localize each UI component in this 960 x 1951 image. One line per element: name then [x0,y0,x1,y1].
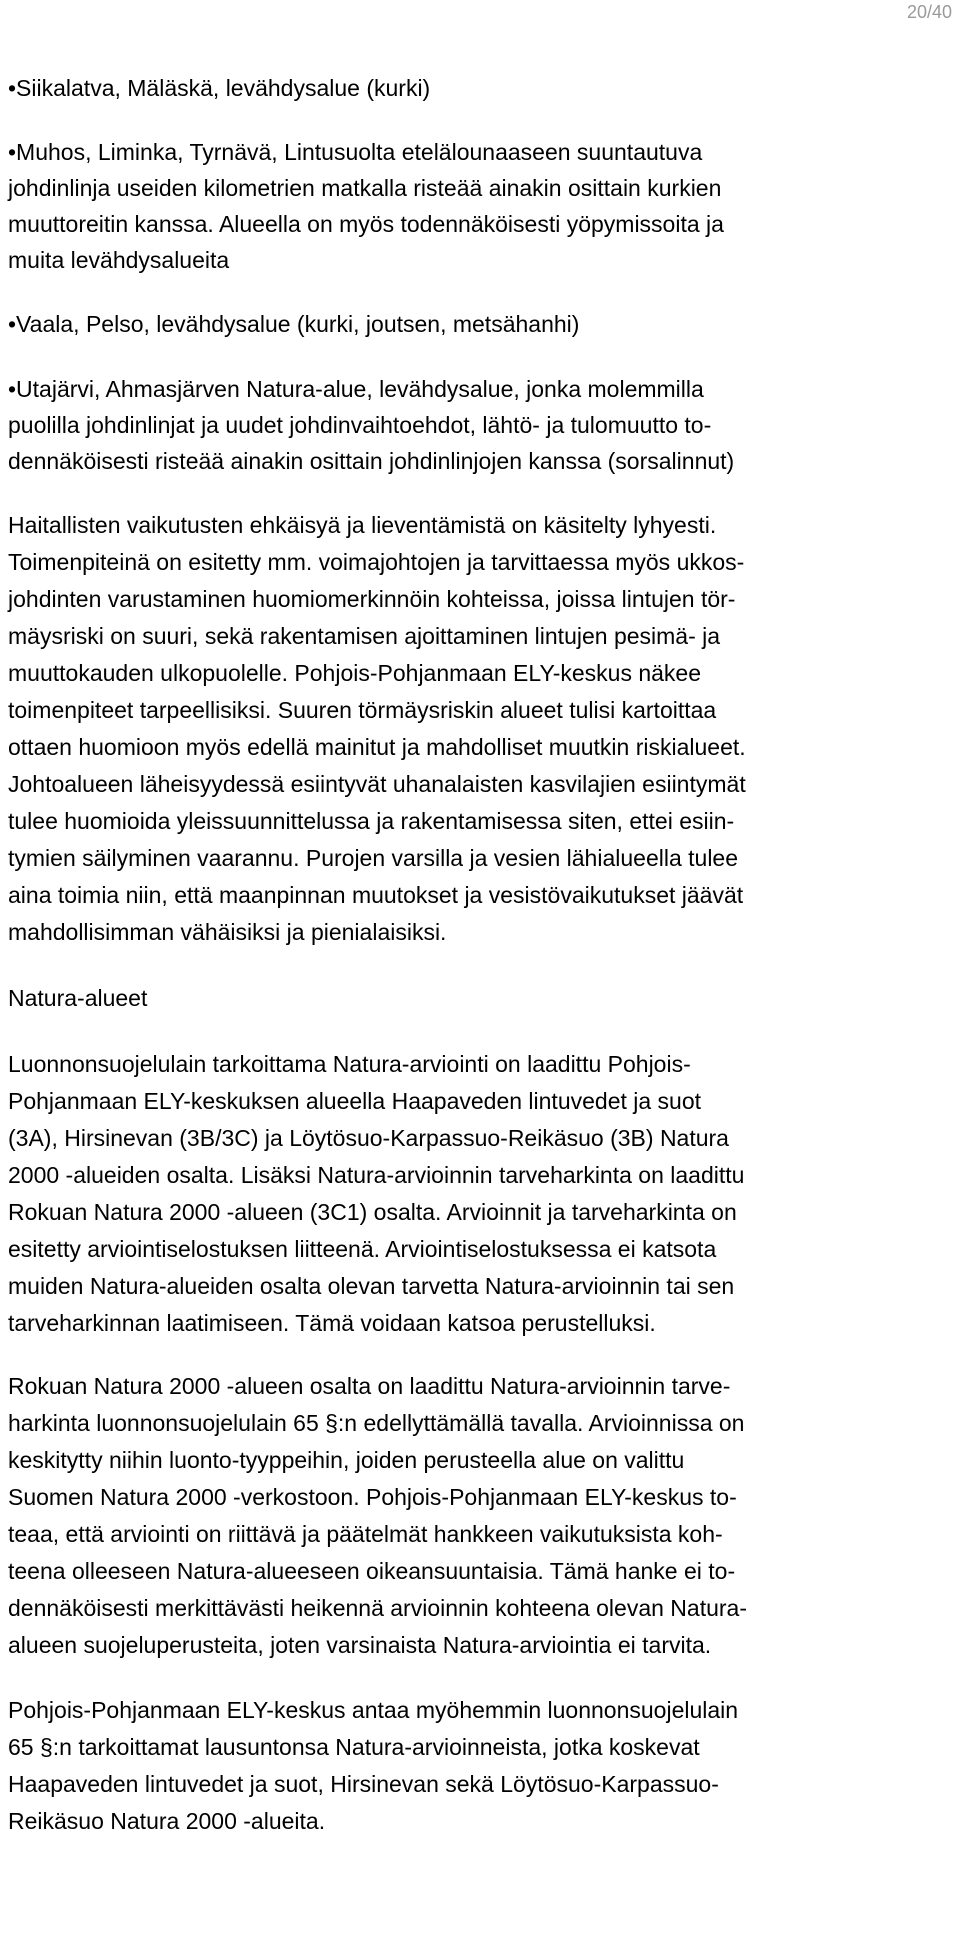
paragraph-line: Luonnonsuojelulain tarkoittama Natura-arviointi on laadittu Pohjois- [8,1051,691,1077]
paragraph-line: Rokuan Natura 2000 -alueen (3C1) osalta. Arvioinnit ja tarveharkinta on [8,1199,737,1225]
paragraph-line: Rokuan Natura 2000 -alueen osalta on laadittu Natura-arvioinnin tarve- [8,1373,731,1399]
paragraph-line: muuttokauden ulkopuolelle. Pohjois-Pohjanmaan ELY-keskus näkee [8,660,702,686]
paragraph-line: keskitytty niihin luonto-tyyppeihin, joiden perusteella alue on valittu [8,1447,685,1473]
paragraph-line: Reikäsuo Natura 2000 -alueita. [8,1808,326,1834]
bullet-muhos-line: muita levähdysalueita [8,247,230,273]
paragraph-line: Suomen Natura 2000 -verkostoon. Pohjois-Pohjanmaan ELY-keskus to- [8,1484,737,1510]
paragraph-line: muiden Natura-alueiden osalta olevan tarvetta Natura-arvioinnin tai sen [8,1273,735,1299]
paragraph-line: Haitallisten vaikutusten ehkäisyä ja lieventämistä on käsitelty lyhyesti. [8,512,717,538]
paragraph-line: ottaen huomioon myös edellä mainitut ja mahdolliset muutkin riskialueet. [8,734,746,760]
paragraph-line: 65 §:n tarkoittamat lausuntonsa Natura-arvioinneista, jotka koskevat [8,1734,700,1760]
paragraph-line: tymien säilyminen vaarannu. Purojen varsilla ja vesien lähialueella tulee [8,845,739,871]
paragraph-line: (3A), Hirsinevan (3B/3C) ja Löytösuo-Karpassuo-Reikäsuo (3B) Natura [8,1125,729,1151]
section-heading: Natura-alueet [8,985,148,1011]
paragraph-line: 2000 -alueiden osalta. Lisäksi Natura-arvioinnin tarveharkinta on laadittu [8,1162,745,1188]
paragraph-line: tarveharkinnan laatimiseen. Tämä voidaan katsoa perustelluksi. [8,1310,656,1336]
bullet-muhos-line: johdinlinja useiden kilometrien matkalla risteää ainakin osittain kurkien [8,175,722,201]
page-number: 20/40 [906,2,952,22]
paragraph-line: dennäköisesti merkittävästi heikennä arvioinnin kohteena olevan Natura- [8,1595,747,1621]
bullet-siikalatva: •Siikalatva, Mäläskä, levähdysalue (kurki) [8,75,431,101]
paragraph-line: Haapaveden lintuvedet ja suot, Hirsinevan sekä Löytösuo-Karpassuo- [8,1771,719,1797]
paragraph-line: Toimenpiteinä on esitetty mm. voimajohtojen ja tarvittaessa myös ukkos- [8,549,745,575]
paragraph-line: mäysriski on suuri, sekä rakentamisen ajoittaminen lintujen pesimä- ja [8,623,721,649]
paragraph-line: esitetty arviointiselostuksen liitteenä. Arviointiselostuksessa ei katsota [8,1236,717,1262]
paragraph-line: Johtoalueen läheisyydessä esiintyvät uhanalaisten kasvilajien esiintymät [8,771,746,797]
bullet-utajarvi-line: •Utajärvi, Ahmasjärven Natura-alue, levähdysalue, jonka molemmilla [8,376,704,402]
bullet-utajarvi-line: puolilla johdinlinjat ja uudet johdinvaihtoehdot, lähtö- ja tulomuutto to- [8,412,712,438]
paragraph-line: toimenpiteet tarpeellisiksi. Suuren törmäysriskin alueet tulisi kartoittaa [8,697,717,723]
paragraph-line: teena olleeseen Natura-alueeseen oikeansuuntaisia. Tämä hanke ei to- [8,1558,736,1584]
paragraph-line: tulee huomioida yleissuunnittelussa ja rakentamisessa siten, ettei esiin- [8,808,735,834]
bullet-vaala: •Vaala, Pelso, levähdysalue (kurki, joutsen, metsähanhi) [8,311,580,337]
paragraph-line: mahdollisimman vähäisiksi ja pienialaisiksi. [8,919,447,945]
paragraph-line: johdinten varustaminen huomiomerkinnöin kohteissa, joissa lintujen tör- [8,586,736,612]
paragraph-line: Pohjois-Pohjanmaan ELY-keskus antaa myöhemmin luonnonsuojelulain [8,1697,739,1723]
paragraph-line: harkinta luonnonsuojelulain 65 §:n edellyttämällä tavalla. Arvioinnissa on [8,1410,745,1436]
paragraph-line: Pohjanmaan ELY-keskuksen alueella Haapaveden lintuvedet ja suot [8,1088,702,1114]
paragraph-line: aina toimia niin, että maanpinnan muutokset ja vesistövaikutukset jäävät [8,882,744,908]
paragraph-line: teaa, että arviointi on riittävä ja päätelmät hankkeen vaikutuksista koh- [8,1521,723,1547]
paragraph-line: alueen suojeluperusteita, joten varsinaista Natura-arviointia ei tarvita. [8,1632,712,1658]
bullet-muhos-line: muuttoreitin kanssa. Alueella on myös todennäköisesti yöpymissoita ja [8,211,724,237]
bullet-muhos-line: •Muhos, Liminka, Tyrnävä, Lintusuolta etelälounaaseen suuntautuva [8,139,703,165]
bullet-utajarvi-line: dennäköisesti risteää ainakin osittain johdinlinjojen kanssa (sorsalinnut) [8,448,735,474]
